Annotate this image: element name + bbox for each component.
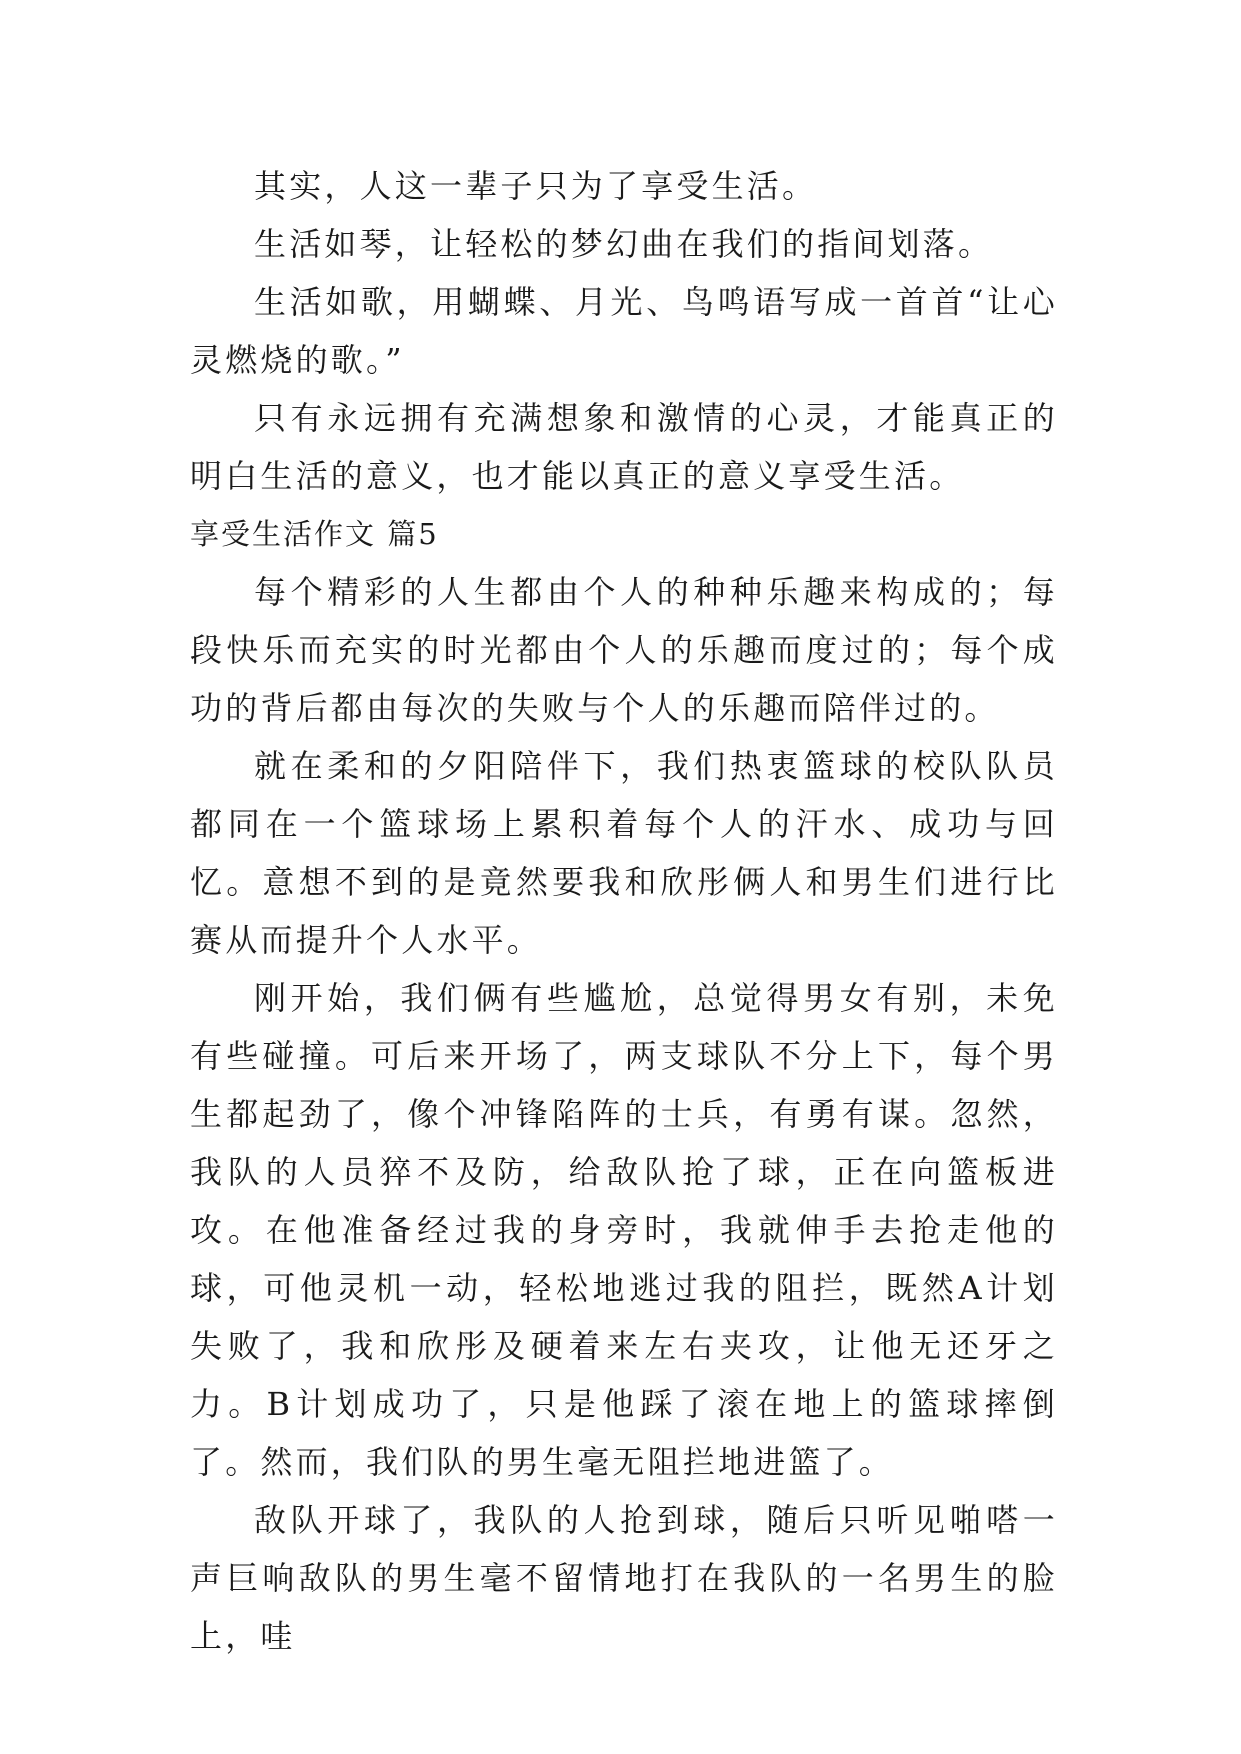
paragraph: 其实，人这一辈子只为了享受生活。: [254, 167, 818, 205]
paragraph: 只有永远拥有充满想象和激情的心灵，才能真正的明白生活的意义，也才能以真正的意义享受生活。: [190, 399, 1058, 495]
paragraph: 生活如琴，让轻松的梦幻曲在我们的指间划落。: [254, 225, 994, 263]
paragraph: 每个精彩的人生都由个人的种种乐趣来构成的；每段快乐而充实的时光都由个人的乐趣而度过的；每个成功的背后都由每次的失败与个人的乐趣而陪伴过的。: [190, 573, 1058, 727]
paragraph: 就在柔和的夕阳陪伴下，我们热衷篮球的校队队员都同在一个篮球场上累积着每个人的汗水、成功与回忆。意想不到的是竟然要我和欣彤俩人和男生们进行比赛从而提升个人水平。: [190, 747, 1058, 959]
document-body: [190, 157, 1058, 1665]
paragraph: 生活如歌，用蝴蝶、月光、鸟鸣语写成一首首“让心灵燃烧的歌。”: [190, 283, 1058, 379]
section-heading: 享受生活作文 篇5: [190, 517, 439, 551]
paragraph: 敌队开球了，我队的人抢到球，随后只听见啪嗒一声巨响敌队的男生毫不留情地打在我队的一名男生的脸上，哇: [190, 1501, 1058, 1655]
paragraph: 刚开始，我们俩有些尴尬，总觉得男女有别，未免有些碰撞。可后来开场了，两支球队不分上下，每个男生都起劲了，像个冲锋陷阵的士兵，有勇有谋。忽然，我队的人员猝不及防，给敌队抢了球，正在向篮板进攻。在他准备经过我的身旁时，我就伸手去抢走他的球，可他灵机一动，轻松地逃过我的阻拦，既然A计划失败了，我和欣彤及硬着来左右夹攻，让他无还牙之力。B计划成功了，只是他踩了滚在地上的篮球摔倒了。然而，我们队的男生毫无阻拦地进篮了。: [190, 979, 1058, 1481]
